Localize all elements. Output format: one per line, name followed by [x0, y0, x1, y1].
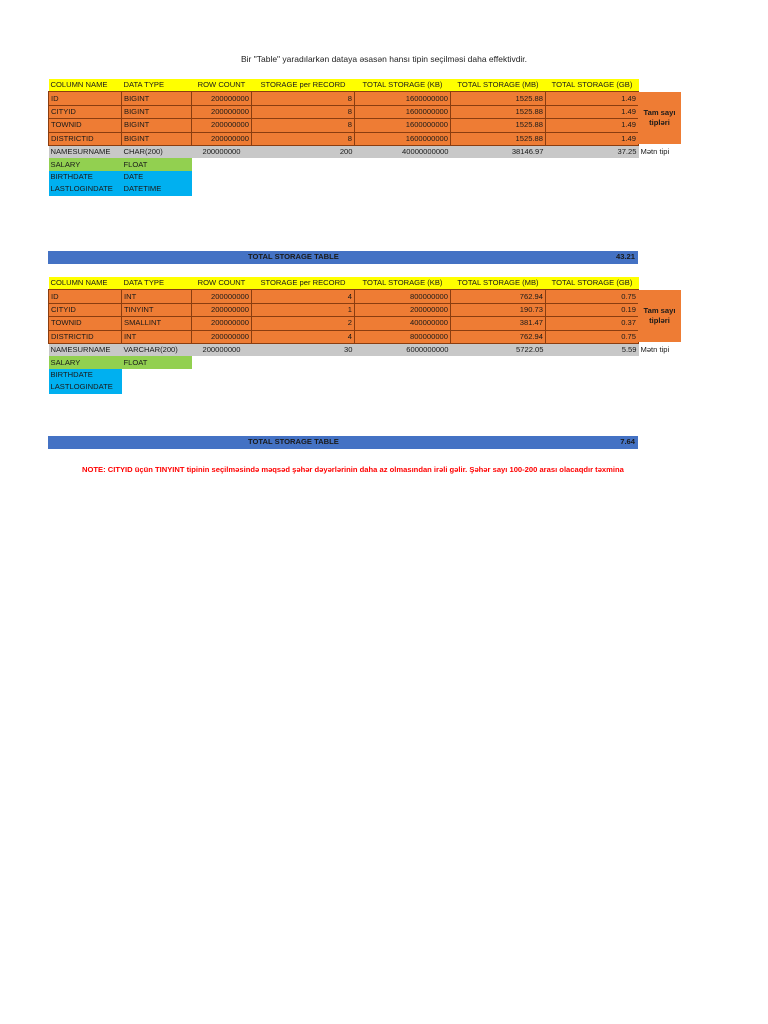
- cell-column-name: CITYID: [49, 105, 122, 118]
- total-storage-value: 7.64: [620, 437, 635, 446]
- cell-total-gb: 0.37: [546, 317, 639, 330]
- cell-storage-per-record: 30: [252, 343, 355, 356]
- cell-storage-per-record: 8: [252, 132, 355, 145]
- cell-total-kb: 800000000: [355, 290, 451, 303]
- cell-storage-per-record: 8: [252, 92, 355, 105]
- cell-total-mb: 762.94: [451, 290, 546, 303]
- header-total-mb: TOTAL STORAGE (MB): [451, 79, 546, 92]
- header-storage-per-record: STORAGE per RECORD: [252, 79, 355, 92]
- cell-total-gb: 37.25: [546, 145, 639, 158]
- cell-row-count: 200000000: [192, 132, 252, 145]
- cell-total-gb: 1.49: [546, 105, 639, 118]
- table-row: [49, 105, 685, 118]
- cell-storage-per-record: 200: [252, 145, 355, 158]
- header-row: [49, 79, 685, 92]
- cell-row-count: 200000000: [192, 317, 252, 330]
- cell-total-kb: 800000000: [355, 330, 451, 343]
- cell-data-type: CHAR(200): [122, 145, 192, 158]
- cell-storage-per-record: 4: [252, 330, 355, 343]
- header-total-kb: TOTAL STORAGE (KB): [355, 277, 451, 290]
- cell-column-name: SALARY: [49, 158, 122, 170]
- cell-column-name: ID: [49, 290, 122, 303]
- cell-total-mb: 38146.97: [451, 145, 546, 158]
- cell-total-gb: 0.19: [546, 303, 639, 316]
- cell-column-name: TOWNID: [49, 119, 122, 132]
- cell-column-name: SALARY: [49, 356, 122, 368]
- total-storage-bar: [48, 436, 638, 449]
- table-row: [49, 132, 685, 145]
- cell-storage-per-record: 8: [252, 119, 355, 132]
- cell-column-name: CITYID: [49, 303, 122, 316]
- cell-data-type: INT: [122, 330, 192, 343]
- storage-table-optimized: [48, 277, 685, 394]
- header-total-gb: TOTAL STORAGE (GB): [546, 79, 639, 92]
- cell-row-count: 200000000: [192, 330, 252, 343]
- table-row-date: [49, 171, 685, 183]
- note-text: NOTE: CITYID üçün TINYINT tipinin seçilməsində məqsəd şəhər dəyərlərinin daha az olmasından irəli gəlir. Şəhər sayı 100-200 arası olacaqdır təxmina: [82, 465, 624, 474]
- cell-total-gb: 1.49: [546, 119, 639, 132]
- header-total-mb: TOTAL STORAGE (MB): [451, 277, 546, 290]
- cell-total-gb: 0.75: [546, 330, 639, 343]
- cell-data-type: BIGINT: [122, 119, 192, 132]
- sheet-title: Bir "Table" yaradılarkən dataya əsasən hansı tipin seçilməsi daha effektivdir.: [240, 54, 528, 64]
- table-row: [49, 119, 685, 132]
- table-row: [49, 303, 685, 316]
- cell-total-kb: 1600000000: [355, 105, 451, 118]
- total-storage-value: 43.21: [615, 252, 635, 261]
- cell-data-type: FLOAT: [122, 158, 192, 170]
- cell-row-count: 200000000: [192, 92, 252, 105]
- header-total-gb: TOTAL STORAGE (GB): [546, 277, 639, 290]
- cell-data-type: DATE: [122, 171, 192, 183]
- cell-data-type: BIGINT: [122, 92, 192, 105]
- table-row: [49, 92, 685, 105]
- table-row-date: [49, 183, 685, 195]
- cell-total-mb: 1525.88: [451, 119, 546, 132]
- cell-row-count: 200000000: [192, 145, 252, 158]
- cell-total-kb: 1600000000: [355, 132, 451, 145]
- total-storage-label: TOTAL STORAGE TABLE: [248, 437, 339, 446]
- cell-column-name: NAMESURNAME: [49, 145, 122, 158]
- cell-total-mb: 381.47: [451, 317, 546, 330]
- header-row: [49, 277, 685, 290]
- integer-types-label: Tam sayı tipləri: [638, 92, 681, 144]
- header-total-kb: TOTAL STORAGE (KB): [355, 79, 451, 92]
- cell-column-name: BIRTHDATE: [49, 369, 122, 381]
- cell-data-type: BIGINT: [122, 132, 192, 145]
- header-data-type: DATA TYPE: [122, 277, 192, 290]
- cell-column-name: ID: [49, 92, 122, 105]
- cell-total-gb: 1.49: [546, 92, 639, 105]
- table-row-text-type: [49, 343, 685, 356]
- cell-data-type: DATETIME: [122, 183, 192, 195]
- cell-total-mb: 762.94: [451, 330, 546, 343]
- table-row-float: [49, 356, 685, 368]
- cell-data-type: FLOAT: [122, 356, 192, 368]
- cell-total-kb: 1600000000: [355, 119, 451, 132]
- cell-row-count: 200000000: [192, 105, 252, 118]
- cell-data-type: BIGINT: [122, 105, 192, 118]
- cell-total-kb: 200000000: [355, 303, 451, 316]
- cell-data-type: SMALLINT: [122, 317, 192, 330]
- table-row: [49, 330, 685, 343]
- cell-column-name: TOWNID: [49, 317, 122, 330]
- table-row-float: [49, 158, 685, 170]
- header-row-count: ROW COUNT: [192, 79, 252, 92]
- storage-table-bigint: [48, 79, 685, 196]
- cell-column-name: NAMESURNAME: [49, 343, 122, 356]
- cell-data-type: TINYINT: [122, 303, 192, 316]
- header-storage-per-record: STORAGE per RECORD: [252, 277, 355, 290]
- text-type-label: Mətn tipi: [640, 344, 670, 354]
- cell-total-kb: 400000000: [355, 317, 451, 330]
- table-row-date: [49, 369, 685, 381]
- integer-types-label: Tam sayı tipləri: [638, 290, 681, 342]
- cell-column-name: LASTLOGINDATE: [49, 381, 122, 393]
- cell-row-count: 200000000: [192, 119, 252, 132]
- table-row: [49, 290, 685, 303]
- cell-total-gb: 0.75: [546, 290, 639, 303]
- cell-data-type: INT: [122, 290, 192, 303]
- cell-total-mb: 1525.88: [451, 92, 546, 105]
- cell-total-gb: 1.49: [546, 132, 639, 145]
- cell-total-mb: 5722.05: [451, 343, 546, 356]
- cell-total-kb: 1600000000: [355, 92, 451, 105]
- cell-row-count: 200000000: [192, 290, 252, 303]
- cell-column-name: DISTRICTID: [49, 132, 122, 145]
- cell-row-count: 200000000: [192, 343, 252, 356]
- table-row-text-type: [49, 145, 685, 158]
- cell-row-count: 200000000: [192, 303, 252, 316]
- cell-storage-per-record: 2: [252, 317, 355, 330]
- cell-storage-per-record: 4: [252, 290, 355, 303]
- cell-total-mb: 1525.88: [451, 132, 546, 145]
- text-type-label: Mətn tipi: [640, 146, 670, 156]
- table-row-date: [49, 381, 685, 393]
- cell-data-type: VARCHAR(200): [122, 343, 192, 356]
- cell-column-name: DISTRICTID: [49, 330, 122, 343]
- cell-total-mb: 190.73: [451, 303, 546, 316]
- header-column-name: COLUMN NAME: [49, 79, 122, 92]
- cell-total-mb: 1525.88: [451, 105, 546, 118]
- cell-column-name: LASTLOGINDATE: [49, 183, 122, 195]
- cell-storage-per-record: 1: [252, 303, 355, 316]
- cell-storage-per-record: 8: [252, 105, 355, 118]
- cell-column-name: BIRTHDATE: [49, 171, 122, 183]
- header-data-type: DATA TYPE: [122, 79, 192, 92]
- total-storage-bar: [48, 251, 638, 264]
- header-column-name: COLUMN NAME: [49, 277, 122, 290]
- header-row-count: ROW COUNT: [192, 277, 252, 290]
- total-storage-label: TOTAL STORAGE TABLE: [248, 252, 339, 261]
- cell-total-kb: 6000000000: [355, 343, 451, 356]
- cell-total-gb: 5.59: [546, 343, 639, 356]
- table-row: [49, 317, 685, 330]
- cell-total-kb: 40000000000: [355, 145, 451, 158]
